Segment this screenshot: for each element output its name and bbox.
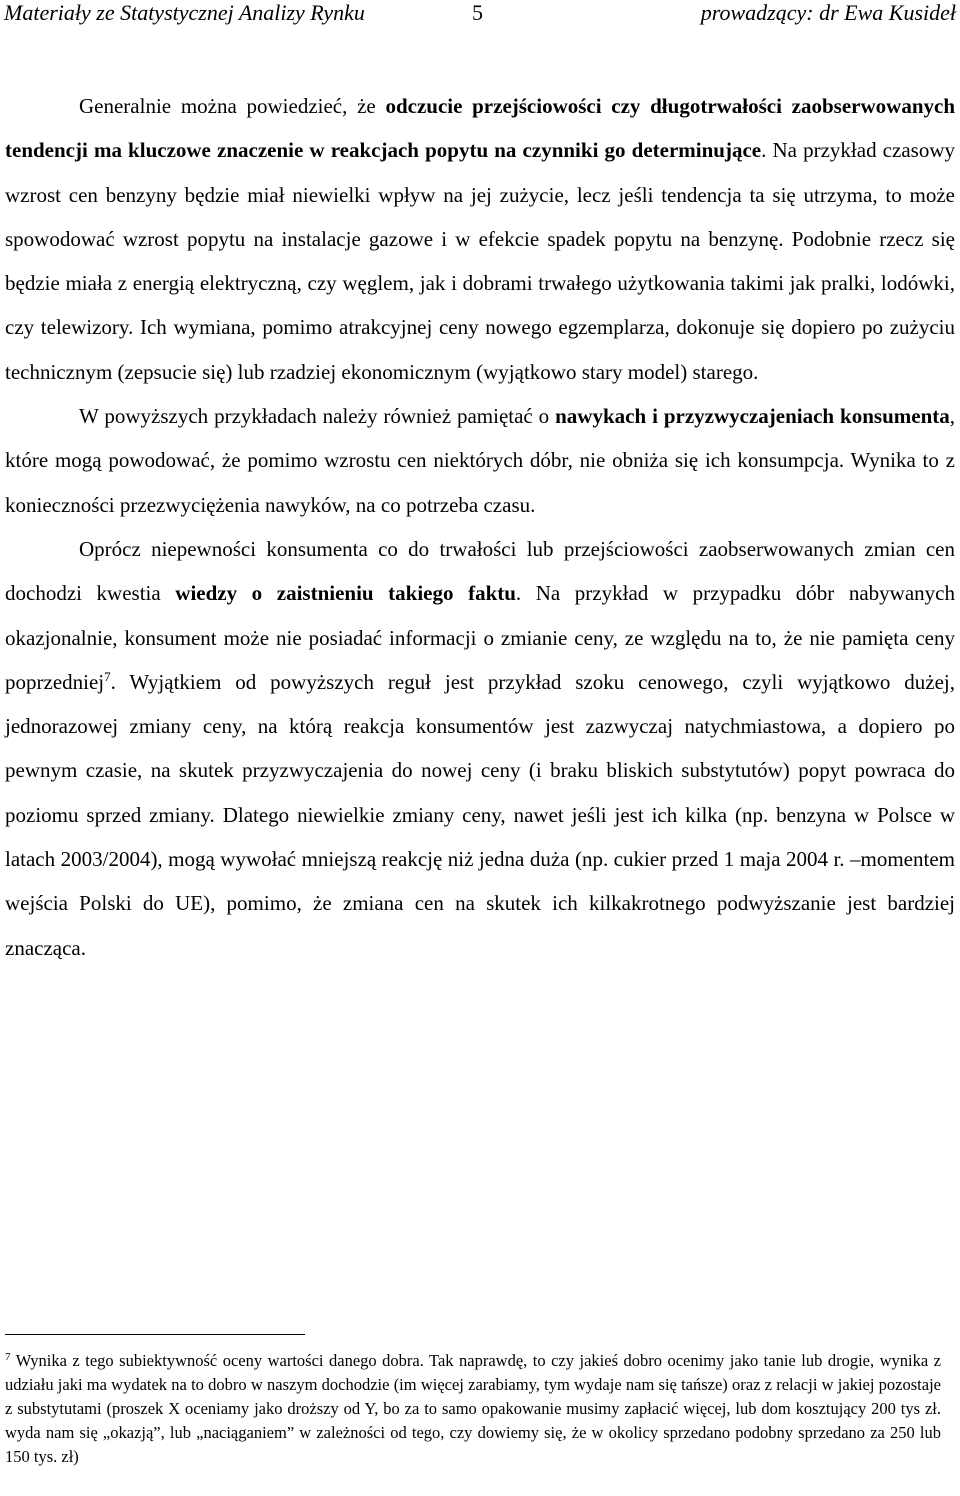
- p2-bold-phrase: nawykach i przyzwyczajeniach konsumenta: [555, 404, 950, 429]
- paragraph-3: [5, 527, 955, 970]
- p2-text-a: W powyższych przykładach należy również pamiętać o: [79, 404, 556, 429]
- p1-text-b: . Na przykład czasowy wzrost cen benzyny będzie miał niewielki wpływ na jej zużycie, lecz jeśli tendencja ta się utrzyma, to może spowodować wzrost popytu na instalacje gazowe i w efekcie spadek popytu na benzynę. Podobnie rzecz się będzie miała z energią elektryczną, czy węglem, jak i dobrami trwałego użytkowania takimi jak pralki, lodówki, czy telewizory. Ich wymiana, pomimo atrakcyjnej ceny nowego egzemplarza, dokonuje się dopiero po zużyciu technicznym (zepsucie się) lub rzadziej ekonomicznym (wyjątkowo stary model) starego.: [5, 138, 955, 384]
- footnote-text: Wynika z tego subiektywność oceny wartości danego dobra. Tak naprawdę, to czy jakieś dobro ocenimy jako tanie lub drogie, wynika z udziału jaki ma wydatek na to dobro w naszym dochodzie (im więcej zarabiamy, tym wydaje nam się tańsze) oraz z relacji w jakiej pozostaje z substytutami (proszek X oceniamy jako droższy od Y, bo za to samo opakowanie musimy zapłacić więcej, lub dom kosztujący 200 tys zł. wyda nam się „okazją”, lub „naciąganiem” w zależności od tego, czy dowiemy się, że w okolicy sprzedano podobny sprzedano za 250 lub 150 tys. zł): [5, 1351, 941, 1466]
- p3-text-a: Oprócz niepewności konsumenta co do trwałości lub przejściowości zaobserwowanych zmian cen dochodzi kwestia: [5, 536, 955, 606]
- footnote-reference[interactable]: 7: [104, 668, 111, 684]
- header-author: prowadzący: dr Ewa Kusideł: [700, 0, 956, 25]
- footnote: [5, 1349, 941, 1469]
- page-header: [0, 0, 960, 30]
- p1-bold-phrase: odczucie przejściowości czy długotrwałości zaobserwowanych tendencji ma kluczowe znaczenie w reakcjach popytu na czynniki go determinujące: [5, 94, 955, 163]
- main-text: [5, 84, 955, 970]
- footnote-separator: [5, 1334, 305, 1335]
- p3-bold-phrase: wiedzy o zaistnieniu takiego faktu: [175, 581, 516, 606]
- page-number: 5: [472, 0, 483, 25]
- footnote-number: 7: [5, 1351, 11, 1363]
- p2-text-b: , które mogą powodować, że pomimo wzrostu cen niektórych dóbr, nie obniża się ich konsumpcja. Wynika to z konieczności przezwyciężenia nawyków, na co potrzeba czasu.: [5, 404, 955, 517]
- paragraph-1: [5, 84, 955, 394]
- p3-text-c: . Wyjątkiem od powyższych reguł jest przykład szoku cenowego, czyli wyjątkowo dużej, jednorazowej zmiany ceny, na którą reakcja konsumentów jest zazwyczaj natychmiastowa, a dopiero po pewnym czasie, na skutek przyzwyczajenia do nowej ceny (i braku bliskich substytutów) popyt powraca do poziomu sprzed zmiany. Dlatego niewielkie zmiany ceny, nawet jeśli jest ich kilka (np. benzyna w Polsce w latach 2003/2004), mogą wywołać mniejszą reakcję niż jedna duża (np. cukier przed 1 maja 2004 r. –momentem wejścia Polski do UE), pomimo, że zmiana cen na skutek ich kilkakrotnego podwyższanie jest bardziej znacząca.: [5, 669, 955, 960]
- header-title: Materiały ze Statystycznej Analizy Rynku: [4, 0, 365, 25]
- p3-text-b: . Na przykład w przypadku dóbr nabywanych okazjonalnie, konsument może nie posiadać informacji o zmianie ceny, ze względu na to, że nie pamięta ceny poprzedniej: [5, 581, 955, 694]
- paragraph-2: [5, 394, 955, 527]
- p1-text-a: Generalnie można powiedzieć, że: [79, 94, 386, 118]
